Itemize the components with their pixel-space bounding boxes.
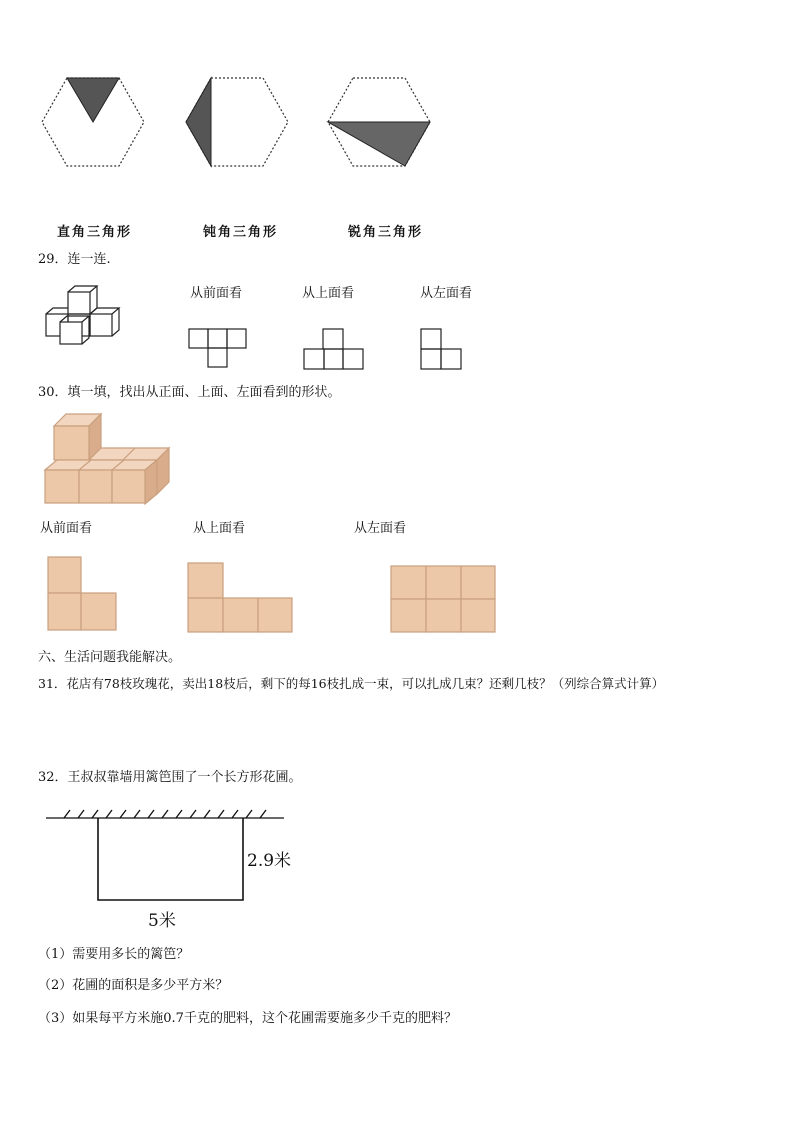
hexagon-obtuse-triangle-figure — [184, 76, 290, 168]
q29-view-shape-2 — [303, 328, 365, 370]
hexagon-label-acute: 锐角三角形 — [348, 225, 424, 240]
q30-block-solid — [43, 412, 173, 504]
hexagon-label-obtuse: 钝角三角形 — [203, 225, 279, 240]
q29-view-shape-3 — [420, 328, 464, 370]
q30-label-top: 从上面看 — [193, 521, 246, 536]
q32-length-label: 5米 — [148, 911, 176, 931]
q30-prompt: 30．填一填，找出从正面、上面、左面看到的形状。 — [38, 385, 341, 400]
q29-label-front: 从前面看 — [190, 286, 243, 301]
q30-front-view-shape — [47, 556, 119, 632]
q30-left-view-shape — [390, 565, 498, 635]
q32-width-label: 2.9米 — [247, 851, 292, 871]
section-6-heading: 六、生活问题我能解决。 — [38, 650, 182, 665]
q32-prompt: 32．王叔叔靠墙用篱笆围了一个长方形花圃。 — [38, 770, 302, 785]
q32-sub-question-2: （2）花圃的面积是多少平方米？ — [38, 978, 229, 993]
q29-block-solid — [42, 284, 126, 350]
q29-view-shape-1 — [188, 328, 248, 370]
hexagon-acute-triangle-figure — [326, 76, 432, 168]
q30-label-left: 从左面看 — [354, 521, 407, 536]
q31-text: 31．花店有78枝玫瑰花，卖出18枝后，剩下的每16枝扎成一束，可以扎成几束？还剩几枝？（列综合算式计算） — [38, 676, 665, 691]
q32-sub-question-3: （3）如果每平方米施0.7千克的肥料，这个花圃需要施多少千克的肥料？ — [38, 1011, 457, 1026]
hexagon-right-triangle-figure — [40, 76, 146, 168]
q30-top-view-shape — [187, 562, 295, 634]
q30-label-front: 从前面看 — [40, 521, 93, 536]
q32-sub-question-1: （1）需要用多长的篱笆？ — [38, 947, 190, 962]
hexagon-label-right: 直角三角形 — [57, 225, 133, 240]
q29-prompt: 29．连一连. — [38, 252, 111, 267]
q29-label-left: 从左面看 — [420, 286, 473, 301]
q29-label-top: 从上面看 — [302, 286, 355, 301]
